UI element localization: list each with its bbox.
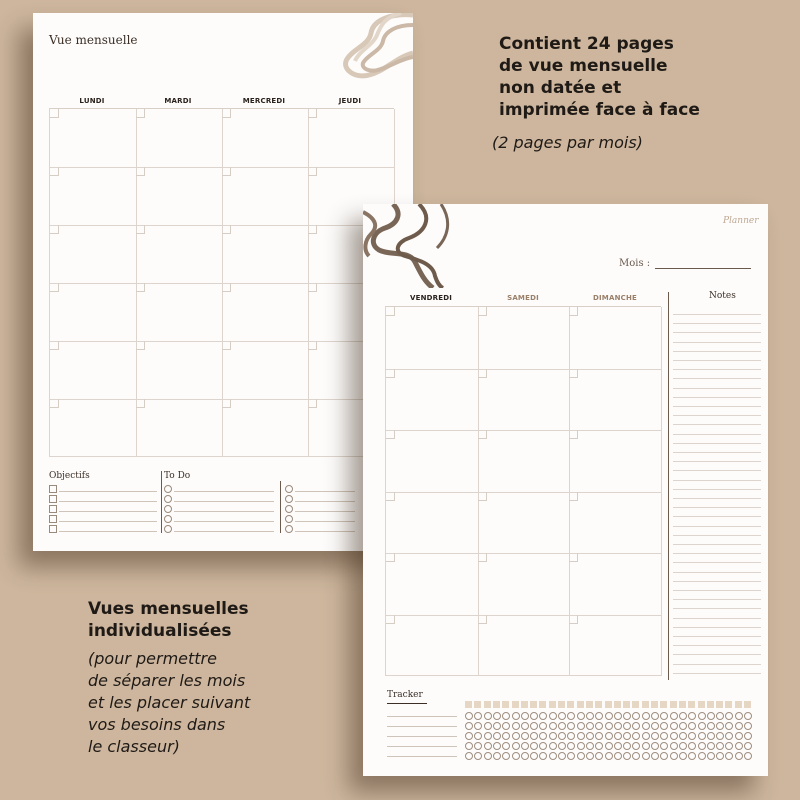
tracker-checkbox[interactable] [670,742,678,750]
tracker-checkbox[interactable] [707,742,715,750]
tracker-checkbox[interactable] [595,712,603,720]
todo-title: To Do [164,471,191,481]
notes-line [673,360,761,361]
subline-bottom [88,648,250,758]
tracker-checkbox[interactable] [623,752,631,760]
tracker-day-square [679,701,686,708]
tracker-checkbox[interactable] [651,752,659,760]
subline-line: vos besoins dans [88,715,226,734]
tracker-checkbox[interactable] [521,712,529,720]
tracker-checkbox[interactable] [679,732,687,740]
tracker-day-square [595,701,602,708]
tracker-checkbox[interactable] [521,742,529,750]
tracker-checkbox[interactable] [605,712,613,720]
tracker-checkbox[interactable] [493,722,501,730]
tracker-checkbox[interactable] [549,752,557,760]
tracker-checkbox[interactable] [698,742,706,750]
notes-line [673,369,761,370]
tracker-checkbox[interactable] [558,752,566,760]
notes-line [673,581,761,582]
tracker-checkbox[interactable] [539,712,547,720]
mois-label: Mois : [619,258,651,269]
day-header-mardi: MARDI [164,97,192,105]
notes-line [673,314,761,315]
tracker-checkbox[interactable] [642,722,650,730]
tracker-day-square [651,701,658,708]
tracker-checkbox[interactable] [549,732,557,740]
swirl-decoration-icon [363,204,463,288]
tracker-day-square [558,701,565,708]
tracker-checkbox[interactable] [651,722,659,730]
tracker-checkbox[interactable] [688,712,696,720]
tracker-checkbox[interactable] [493,752,501,760]
tracker-checkbox[interactable] [707,752,715,760]
tracker-checkbox[interactable] [716,712,724,720]
notes-divider [668,292,669,680]
day-header-lundi: LUNDI [79,97,105,105]
tracker-day-square [586,701,593,708]
headline-line: imprimée face à face [499,100,700,120]
tracker-checkbox[interactable] [632,712,640,720]
tracker-checkbox[interactable] [632,752,640,760]
tracker-day-square [660,701,667,708]
tracker-day-square [474,701,481,708]
tracker-checkbox[interactable] [558,722,566,730]
notes-line [673,434,761,435]
tracker-day-square [614,701,621,708]
tracker-day-square [744,701,751,708]
tracker-checkbox[interactable] [502,742,510,750]
notes-line [673,526,761,527]
day-header-jeudi: JEUDI [338,97,362,105]
section-divider [161,471,162,533]
headline-line: de vue mensuelle [499,56,668,76]
subline-top: (2 pages par mois) [492,133,643,152]
tracker-checkbox[interactable] [502,752,510,760]
tracker-checkbox[interactable] [465,722,473,730]
notes-line [673,342,761,343]
tracker-checkbox[interactable] [577,712,585,720]
tracker-checkbox[interactable] [502,722,510,730]
objectifs-title: Objectifs [49,471,90,481]
tracker-checkbox[interactable] [530,732,538,740]
tracker-checkbox[interactable] [632,722,640,730]
tracker-checkbox[interactable] [725,712,733,720]
tracker-checkbox[interactable] [558,732,566,740]
tracker-checkbox[interactable] [484,712,492,720]
tracker-checkbox[interactable] [567,752,575,760]
tracker-checkbox[interactable] [660,722,668,730]
tracker-checkbox[interactable] [605,742,613,750]
tracker-checkbox[interactable] [632,742,640,750]
notes-line [673,627,761,628]
notes-line [673,599,761,600]
tracker-checkbox[interactable] [558,742,566,750]
tracker-checkbox[interactable] [484,722,492,730]
notes-line [673,572,761,573]
headline-line: Contient 24 pages [499,34,674,54]
tracker-checkbox[interactable] [474,712,482,720]
notes-line [673,332,761,333]
tracker-checkbox[interactable] [512,732,520,740]
tracker-checkbox[interactable] [735,722,743,730]
tracker-checkbox[interactable] [558,712,566,720]
tracker-checkbox[interactable] [735,712,743,720]
tracker-checkbox[interactable] [530,742,538,750]
notes-line [673,507,761,508]
tracker-checkbox[interactable] [614,722,622,730]
tracker-checkbox[interactable] [567,712,575,720]
notes-line [673,489,761,490]
notes-line [673,470,761,471]
tracker-day-square [539,701,546,708]
tracker-checkbox[interactable] [465,742,473,750]
tracker-checkbox[interactable] [735,742,743,750]
tracker-checkbox[interactable] [670,732,678,740]
tracker-day-square [512,701,519,708]
left-planner-page [33,13,413,551]
headline-bottom [88,598,249,642]
tracker-checkbox[interactable] [679,712,687,720]
tracker-checkbox[interactable] [707,732,715,740]
notes-line [673,406,761,407]
headline-line: Vues mensuelles [88,599,249,619]
day-header-mercredi: MERCREDI [242,97,286,105]
tracker-checkbox[interactable] [512,712,520,720]
tracker-checkbox[interactable] [530,752,538,760]
tracker-checkbox[interactable] [549,712,557,720]
tracker-checkbox[interactable] [744,722,752,730]
calendar-grid [49,108,394,457]
tracker-checkbox[interactable] [474,752,482,760]
tracker-checkbox[interactable] [642,742,650,750]
tracker-checkbox[interactable] [632,732,640,740]
tracker-checkbox[interactable] [651,712,659,720]
tracker-checkbox[interactable] [512,742,520,750]
tracker-checkbox[interactable] [484,752,492,760]
tracker-day-square [605,701,612,708]
tracker-checkbox[interactable] [679,722,687,730]
notes-title: Notes [709,291,736,301]
tracker-checkbox[interactable] [660,712,668,720]
tracker-checkbox[interactable] [605,732,613,740]
tracker-checkbox[interactable] [614,732,622,740]
subline-line: et les placer suivant [88,693,251,712]
tracker-checkbox[interactable] [474,732,482,740]
tracker-checkbox[interactable] [614,752,622,760]
tracker-line [387,726,457,727]
tracker-checkbox[interactable] [623,732,631,740]
tracker-checkbox[interactable] [744,712,752,720]
tracker-checkbox[interactable] [623,742,631,750]
tracker-checkbox[interactable] [484,742,492,750]
tracker-day-square [735,701,742,708]
tracker-checkbox[interactable] [698,732,706,740]
tracker-day-square [502,701,509,708]
tracker-checkbox[interactable] [642,712,650,720]
tracker-checkbox[interactable] [502,732,510,740]
tracker-checkbox[interactable] [744,752,752,760]
tracker-checkbox[interactable] [595,732,603,740]
tracker-checkbox[interactable] [642,732,650,740]
mois-input-line[interactable] [655,268,751,269]
notes-line [673,351,761,352]
notes-line [673,618,761,619]
tracker-checkbox[interactable] [688,722,696,730]
tracker-checkbox[interactable] [595,722,603,730]
tracker-checkbox[interactable] [595,752,603,760]
notes-line [673,480,761,481]
tracker-checkbox[interactable] [698,722,706,730]
notes-line [673,636,761,637]
tracker-checkbox[interactable] [623,722,631,730]
tracker-checkbox[interactable] [660,752,668,760]
tracker-line [387,736,457,737]
headline-top [499,33,700,121]
tracker-line [387,716,457,717]
headline-line: non datée et [499,78,622,98]
tracker-line [387,746,457,747]
tracker-checkbox[interactable] [465,732,473,740]
tracker-day-square [521,701,528,708]
tracker-checkbox[interactable] [688,742,696,750]
tracker-checkbox[interactable] [735,732,743,740]
notes-line [673,590,761,591]
tracker-checkbox[interactable] [465,712,473,720]
tracker-checkbox[interactable] [586,742,594,750]
day-header-dimanche: DIMANCHE [592,294,638,302]
tracker-checkbox[interactable] [725,722,733,730]
tracker-day-square [688,701,695,708]
tracker-checkbox[interactable] [670,722,678,730]
notes-line [673,673,761,674]
tracker-checkbox[interactable] [539,722,547,730]
tracker-checkbox[interactable] [716,732,724,740]
notes-line [673,388,761,389]
notes-line [673,461,761,462]
tracker-day-square [493,701,500,708]
tracker-checkbox[interactable] [530,712,538,720]
tracker-checkbox[interactable] [567,732,575,740]
tracker-checkbox[interactable] [716,722,724,730]
tracker-checkbox[interactable] [567,722,575,730]
tracker-checkbox[interactable] [484,732,492,740]
tracker-checkbox[interactable] [679,742,687,750]
tracker-checkbox[interactable] [521,722,529,730]
tracker-checkbox[interactable] [521,752,529,760]
tracker-checkbox[interactable] [567,742,575,750]
tracker-checkbox[interactable] [670,712,678,720]
tracker-checkbox[interactable] [577,722,585,730]
tracker-title: Tracker [387,690,423,700]
tracker-checkbox[interactable] [577,742,585,750]
tracker-day-square [707,701,714,708]
tracker-day-square [530,701,537,708]
notes-line [673,415,761,416]
brand-logo: Planner [723,216,759,226]
tracker-checkbox[interactable] [502,712,510,720]
tracker-checkbox[interactable] [605,752,613,760]
tracker-checkbox[interactable] [549,742,557,750]
subline-line: de séparer les mois [88,671,246,690]
notes-line [673,452,761,453]
tracker-checkbox[interactable] [725,752,733,760]
tracker-checkbox[interactable] [512,752,520,760]
tracker-checkbox[interactable] [698,752,706,760]
tracker-checkbox[interactable] [698,712,706,720]
tracker-checkbox[interactable] [725,742,733,750]
tracker-checkbox[interactable] [539,732,547,740]
tracker-checkbox[interactable] [586,712,594,720]
notes-line [673,544,761,545]
tracker-checkbox[interactable] [707,722,715,730]
notes-line [673,498,761,499]
notes-line [673,397,761,398]
page-title: Vue mensuelle [49,33,138,47]
tracker-checkbox[interactable] [614,712,622,720]
tracker-checkbox[interactable] [642,752,650,760]
swirl-decoration-icon [301,13,413,87]
tracker-day-square [623,701,630,708]
tracker-checkbox[interactable] [679,752,687,760]
tracker-checkbox[interactable] [512,722,520,730]
tracker-checkbox[interactable] [735,752,743,760]
tracker-checkbox[interactable] [725,732,733,740]
tracker-line [387,756,457,757]
tracker-checkbox[interactable] [586,722,594,730]
day-header-samedi: SAMEDI [507,294,539,302]
calendar-grid [385,306,661,676]
notes-line [673,424,761,425]
tracker-checkbox[interactable] [688,732,696,740]
headline-line: individualisées [88,621,232,641]
tracker-day-square [465,701,472,708]
tracker-checkbox[interactable] [586,732,594,740]
notes-line [673,553,761,554]
tracker-checkbox[interactable] [688,752,696,760]
notes-line [673,608,761,609]
tracker-checkbox[interactable] [744,732,752,740]
tracker-checkbox[interactable] [660,732,668,740]
tracker-day-square [698,701,705,708]
notes-line [673,645,761,646]
tracker-checkbox[interactable] [716,742,724,750]
tracker-checkbox[interactable] [530,722,538,730]
tracker-checkbox[interactable] [605,722,613,730]
section-divider [280,481,281,533]
tracker-day-square [642,701,649,708]
tracker-checkbox[interactable] [651,732,659,740]
tracker-checkbox[interactable] [670,752,678,760]
subline-line: (pour permettre [88,649,217,668]
notes-line [673,535,761,536]
notes-line [673,562,761,563]
tracker-day-square [577,701,584,708]
tracker-checkbox[interactable] [474,742,482,750]
tracker-checkbox[interactable] [586,752,594,760]
tracker-checkbox[interactable] [493,742,501,750]
tracker-day-square [670,701,677,708]
tracker-day-square [567,701,574,708]
tracker-checkbox[interactable] [660,742,668,750]
tracker-checkbox[interactable] [623,712,631,720]
tracker-day-square [632,701,639,708]
tracker-checkbox[interactable] [577,732,585,740]
tracker-checkbox[interactable] [577,752,585,760]
subline-line: le classeur) [88,737,180,756]
tracker-day-square [725,701,732,708]
notes-line [673,654,761,655]
tracker-checkbox[interactable] [651,742,659,750]
tracker-checkbox[interactable] [716,752,724,760]
tracker-checkbox[interactable] [474,722,482,730]
tracker-checkbox[interactable] [465,752,473,760]
notes-line [673,664,761,665]
tracker-checkbox[interactable] [539,742,547,750]
notes-line [673,516,761,517]
tracker-checkbox[interactable] [493,712,501,720]
tracker-checkbox[interactable] [744,742,752,750]
tracker-checkbox[interactable] [707,712,715,720]
tracker-day-square [549,701,556,708]
tracker-checkbox[interactable] [614,742,622,750]
tracker-day-square [484,701,491,708]
notes-line [673,443,761,444]
notes-line [673,323,761,324]
day-header-vendredi: VENDREDI [409,294,453,302]
tracker-checkbox[interactable] [539,752,547,760]
tracker-checkbox[interactable] [549,722,557,730]
tracker-checkbox[interactable] [493,732,501,740]
tracker-checkbox[interactable] [521,732,529,740]
right-planner-page [363,204,768,776]
notes-line [673,378,761,379]
tracker-day-square [716,701,723,708]
tracker-checkbox[interactable] [595,742,603,750]
